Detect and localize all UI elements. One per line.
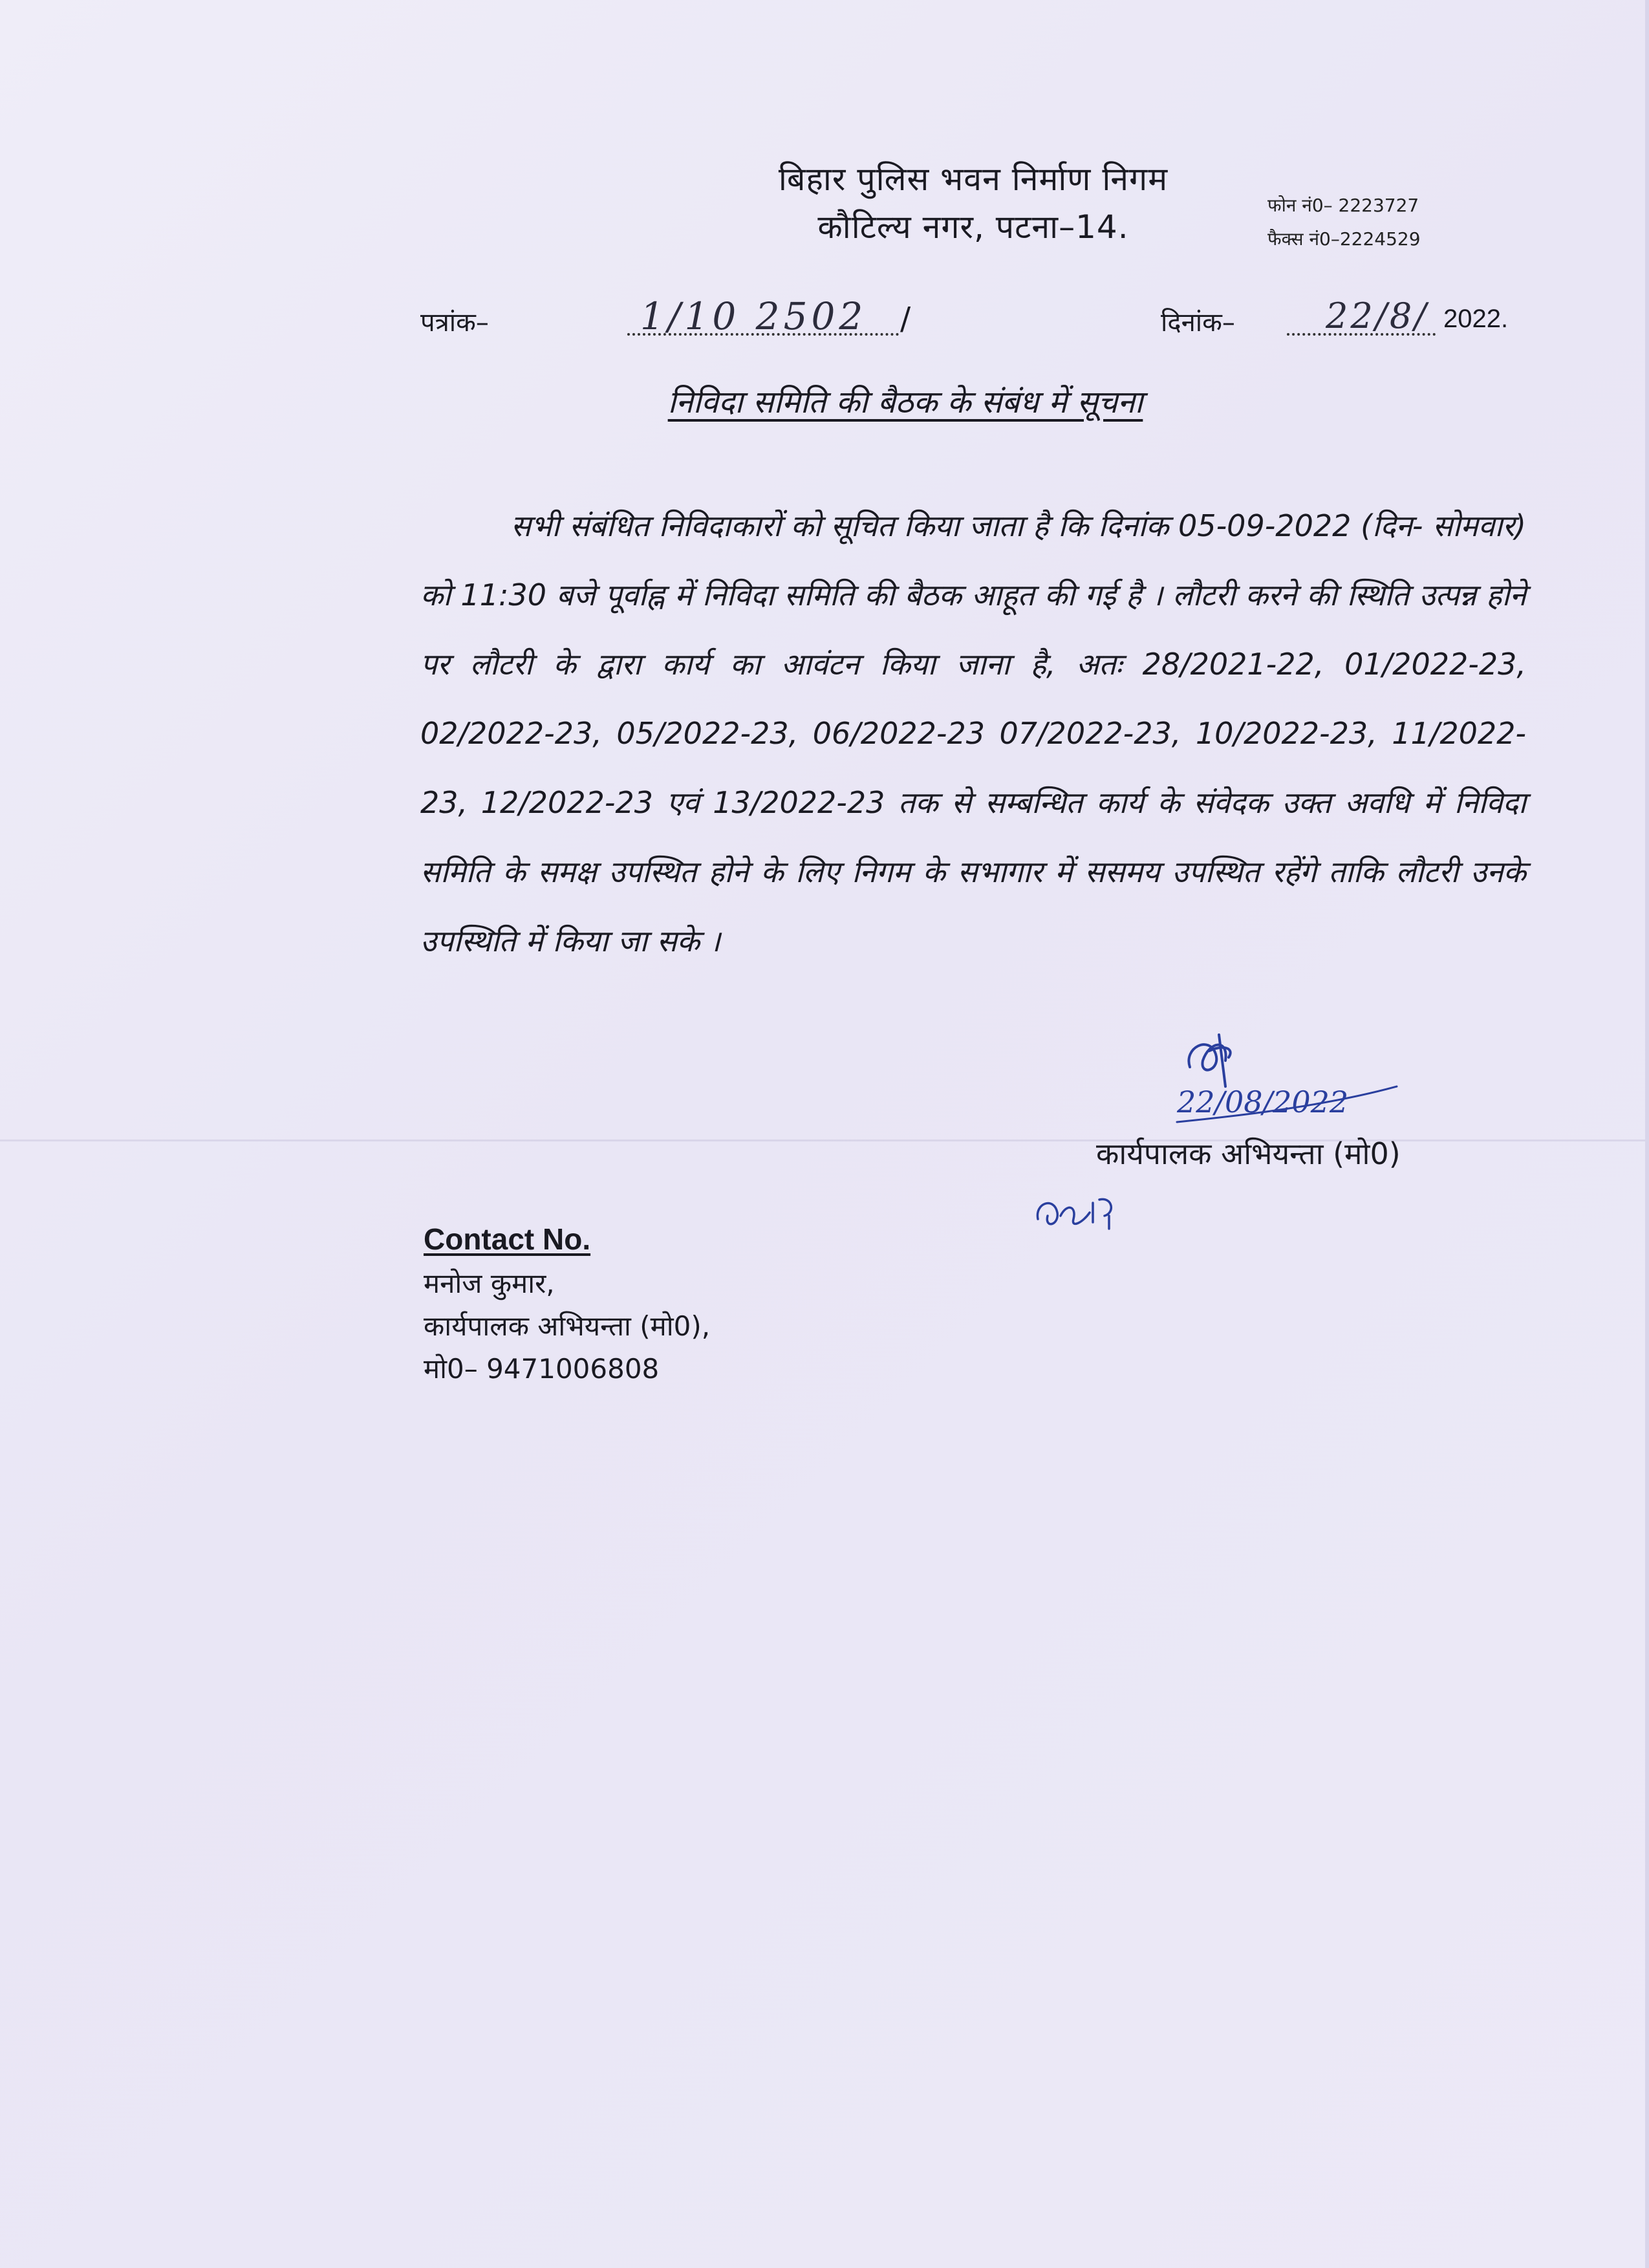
signatory-designation: कार्यपालक अभियन्ता (मो0) (1096, 1136, 1401, 1171)
reference-label: पत्रांक– (420, 308, 489, 338)
letterhead (705, 155, 1242, 251)
phone-number: फोन नं0– 2223727 (1267, 195, 1419, 216)
letterhead-contact (1267, 189, 1421, 256)
notice-body-text: सभी संबंधित निविदाकारों को सूचित किया जाता है कि दिनांक 05-09-2022 (दिन- सोमवार) को 11:30 बजे पूर्वाह्न में निविदा समिति की बैठक आहूत की गई है । लौटरी करने की स्थिति उत्पन्न होने पर लौटरी के द्वारा कार्य का आवंटन किया जाना है, अतः 28/2021-22, 01/2022-23, 02/2022-23, 05/2022-23, 06/2022-23 07/2022-23, 10/2022-23, 11/2022-23, 12/2022-23 एवं 13/2022-23 तक से सम्बन्धित कार्य के संवेदक उक्त अवधि में निविदा समिति के समक्ष उपस्थित होने के लिए निगम के सभागार में ससमय उपस्थित रहेंगे ताकि लौटरी उनके उपस्थिति में किया जा सके । (420, 508, 1526, 958)
fax-number: फैक्स नं0–2224529 (1267, 228, 1421, 250)
contact-mobile: मो0– 9471006808 (424, 1353, 660, 1385)
contact-section (424, 1216, 710, 1390)
contact-designation: कार्यपालक अभियन्ता (मो0), (424, 1310, 711, 1342)
reference-slash: / (900, 301, 911, 337)
signature-date: 22/08/2022 (1177, 1085, 1349, 1119)
signature-image (1164, 1009, 1410, 1138)
date-label: दिनांक– (1161, 308, 1235, 338)
reference-number-handwritten: 1/10 2502 (640, 294, 867, 338)
contact-heading: Contact No. (424, 1222, 591, 1256)
subject-heading: निविदा समिति की बैठक के संबंध में सूचना (667, 384, 1143, 420)
paper-fold (0, 1139, 1649, 1141)
reference-row (420, 294, 1533, 346)
notice-body (420, 491, 1526, 976)
paper-edge (1645, 0, 1649, 2268)
initials-mark (1028, 1183, 1138, 1242)
org-address: कौटिल्य नगर, पटना–14. (817, 208, 1129, 246)
date-handwritten: 22/8/ (1326, 296, 1429, 336)
org-name: बिहार पुलिस भवन निर्माण निगम (778, 160, 1169, 198)
date-year: 2022. (1443, 305, 1509, 333)
contact-name: मनोज कुमार, (424, 1268, 555, 1299)
